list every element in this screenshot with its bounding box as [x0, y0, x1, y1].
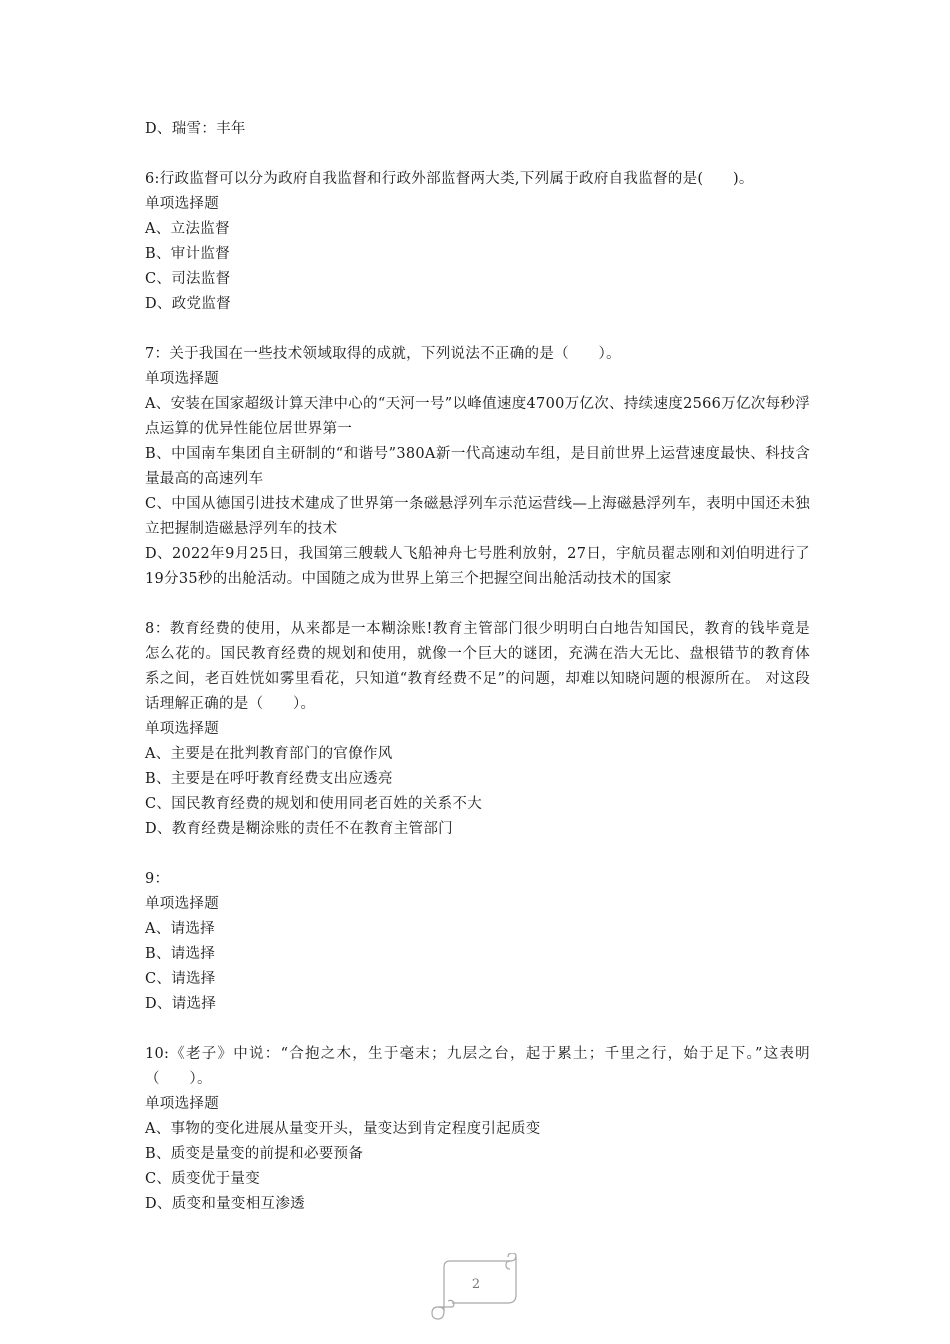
page-number: 2 — [471, 1277, 481, 1292]
question-type: 单项选择题 — [145, 196, 219, 212]
option-d-previous-question: D、瑞雪：丰年 — [145, 121, 246, 137]
question-stem: 10:《老子》中说：“合抱之木，生于毫末；九层之台，起于累土；千里之行，始于足下。”这表明（ ）。 — [145, 1046, 810, 1087]
question-stem: 8：教育经费的使用，从来都是一本糊涂账!教育主管部门很少明明白白地告知国民，教育的钱毕竟是怎么花的。国民教育经费的规划和使用，就像一个巨大的谜团，充满在浩大无比、盘根错节的教育体系之间，老百姓恍如雾里看花，只知道“教育经费不足”的问题，却难以知晓问题的根源所在。 对这段话理解正确的是（ ）。 — [145, 621, 810, 712]
option-a: A、立法监督 — [145, 221, 230, 237]
option-d: D、教育经费是糊涂账的责任不在教育主管部门 — [145, 821, 453, 837]
option-b: B、审计监督 — [145, 246, 230, 262]
option-c: C、国民教育经费的规划和使用同老百姓的关系不大 — [145, 796, 482, 812]
option-a: A、事物的变化进展从量变开头，量变达到肯定程度引起质变 — [145, 1121, 541, 1137]
question-type: 单项选择题 — [145, 721, 219, 737]
page-footer-scroll — [430, 1253, 522, 1323]
option-a: A、主要是在批判教育部门的官僚作风 — [145, 746, 393, 762]
option-c: C、质变优于量变 — [145, 1171, 260, 1187]
question-type: 单项选择题 — [145, 896, 219, 912]
question-type: 单项选择题 — [145, 1096, 219, 1112]
question-7 — [145, 342, 810, 592]
question-9 — [145, 867, 810, 1017]
option-d: D、2022年9月25日，我国第三艘载人飞船神舟七号胜利放射，27日，宇航员翟志刚和刘伯明进行了19分35秒的出舱活动。中国随之成为世界上第三个把握空间出舱活动技术的国家 — [145, 546, 810, 587]
option-c: C、请选择 — [145, 971, 216, 987]
question-8 — [145, 617, 810, 842]
option-d: D、质变和量变相互渗透 — [145, 1196, 305, 1212]
question-6 — [145, 167, 810, 317]
question-type: 单项选择题 — [145, 371, 219, 387]
option-a: A、请选择 — [145, 921, 215, 937]
option-b: B、中国南车集团自主研制的“和谐号”380A新一代高速动车组，是目前世界上运营速度最快、科技含量最高的高速列车 — [145, 446, 810, 487]
option-a: A、安装在国家超级计算天津中心的“天河一号”以峰值速度4700万亿次、持续速度2566万亿次每秒浮点运算的优异性能位居世界第一 — [145, 396, 810, 437]
option-b: B、质变是量变的前提和必要预备 — [145, 1146, 364, 1162]
option-d: D、请选择 — [145, 996, 217, 1012]
question-10 — [145, 1042, 810, 1217]
option-c: C、司法监督 — [145, 271, 231, 287]
option-d: D、政党监督 — [145, 296, 231, 312]
option-c: C、中国从德国引进技术建成了世界第一条磁悬浮列车示范运营线—上海磁悬浮列车，表明中国还未独立把握制造磁悬浮列车的技术 — [145, 496, 810, 537]
question-stem: 7：关于我国在一些技术领域取得的成就，下列说法不正确的是（ ）。 — [145, 346, 621, 362]
question-stem: 6:行政监督可以分为政府自我监督和行政外部监督两大类,下列属于政府自我监督的是( )。 — [145, 171, 754, 187]
question-stem: 9： — [145, 871, 170, 887]
option-b: B、主要是在呼吁教育经费支出应透亮 — [145, 771, 393, 787]
page-content — [145, 117, 810, 1217]
option-b: B、请选择 — [145, 946, 216, 962]
